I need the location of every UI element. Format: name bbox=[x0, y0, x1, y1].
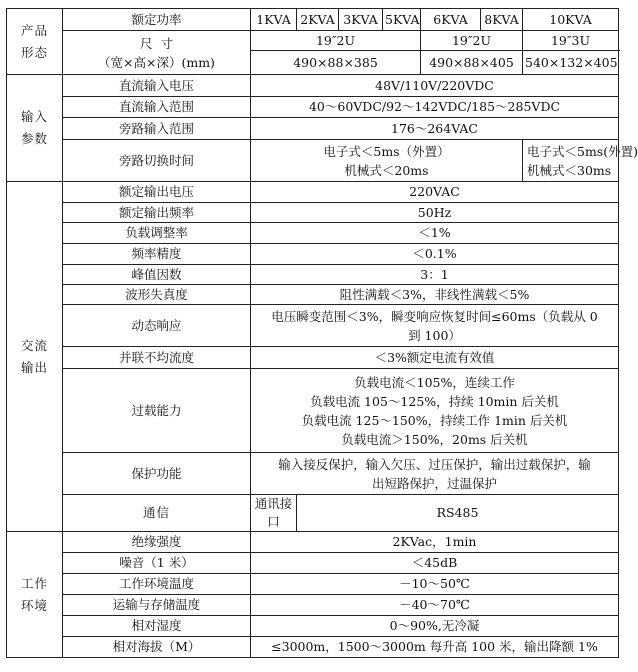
table-row bbox=[7, 616, 619, 637]
env-label: 相对湿度 bbox=[63, 616, 251, 637]
env-value: －10～50℃ bbox=[251, 574, 619, 595]
bypass-range-value: 176～264VAC bbox=[251, 118, 619, 140]
env-label: 运输与存储温度 bbox=[63, 595, 251, 616]
table-row bbox=[7, 595, 619, 616]
table-row bbox=[7, 31, 619, 51]
output-label: 波形失真度 bbox=[63, 285, 251, 305]
parallel-label: 并联不均流度 bbox=[63, 347, 251, 369]
overload-label: 过载能力 bbox=[63, 369, 251, 453]
dynamic-response-label: 动态响应 bbox=[63, 305, 251, 347]
output-value: 阻性满载＜3%，非线性满载＜5% bbox=[251, 285, 619, 305]
bypass-range-label: 旁路输入范围 bbox=[63, 118, 251, 140]
model-10kva: 10KVA bbox=[523, 9, 619, 31]
env-value: ＜45dB bbox=[251, 553, 619, 574]
category-input: 输入 参数 bbox=[7, 75, 63, 182]
category-ac-output: 交流 输出 bbox=[7, 182, 63, 532]
env-label: 工作环境温度 bbox=[63, 574, 251, 595]
output-value: 3：1 bbox=[251, 265, 619, 285]
protection-label: 保护功能 bbox=[63, 453, 251, 495]
output-label: 负载调整率 bbox=[63, 223, 251, 244]
table-row bbox=[7, 182, 619, 203]
dimensions-medium: 490×88×405 bbox=[421, 51, 523, 75]
env-value: －40～70℃ bbox=[251, 595, 619, 616]
model-8kva: 8KVA bbox=[481, 9, 523, 31]
table-row bbox=[7, 140, 619, 182]
table-row bbox=[7, 369, 619, 453]
chassis-large: 19″3U bbox=[523, 31, 619, 51]
table-row bbox=[7, 574, 619, 595]
output-value: ＜1% bbox=[251, 223, 619, 244]
interface-label: 通讯接口 bbox=[251, 495, 297, 532]
table-row bbox=[7, 453, 619, 495]
rated-power-label: 额定功率 bbox=[63, 9, 251, 31]
category-communication: 通信 bbox=[63, 495, 251, 532]
overload-value: 负载电流＜105%，连续工作 负载电流 105～125%，持续 10min 后关机 负载电流 125～150%，持续工作 1min 后关机 负载电流＞150%，20ms 后关机 bbox=[251, 369, 619, 453]
env-value: 2KVac，1min bbox=[251, 532, 619, 553]
bypass-switch-label: 旁路切换时间 bbox=[63, 140, 251, 182]
env-label: 绝缘强度 bbox=[63, 532, 251, 553]
table-row bbox=[7, 637, 619, 658]
table-row bbox=[7, 118, 619, 140]
model-5kva: 5KVA bbox=[383, 9, 421, 31]
table-row bbox=[7, 244, 619, 265]
bypass-switch-large: 电子式＜5ms(外置) 机械式＜30ms bbox=[523, 140, 619, 182]
model-6kva: 6KVA bbox=[421, 9, 481, 31]
output-label: 额定输出频率 bbox=[63, 203, 251, 223]
table-row bbox=[7, 75, 619, 97]
table-row bbox=[7, 265, 619, 285]
table-row bbox=[7, 223, 619, 244]
table-row bbox=[7, 553, 619, 574]
dynamic-response-value: 电压瞬变范围＜3%，瞬变响应恢复时间≤60ms（负载从 0 到 100） bbox=[251, 305, 619, 347]
env-value: ≤3000m，1500～3000m 每升高 100 米，输出降额 1% bbox=[251, 637, 619, 658]
model-2kva: 2KVA bbox=[297, 9, 339, 31]
dc-voltage-label: 直流输入电压 bbox=[63, 75, 251, 97]
dc-range-value: 40～60VDC/92～142VDC/185～285VDC bbox=[251, 97, 619, 118]
output-value: 50Hz bbox=[251, 203, 619, 223]
output-label: 峰值因数 bbox=[63, 265, 251, 285]
table-row bbox=[7, 9, 619, 31]
size-label: 尺 寸 （宽×高×深）(mm) bbox=[63, 31, 251, 75]
table-row bbox=[7, 495, 619, 532]
dc-range-label: 直流输入范围 bbox=[63, 97, 251, 118]
output-label: 频率精度 bbox=[63, 244, 251, 265]
category-product-form: 产品 形态 bbox=[7, 9, 63, 75]
dimensions-large: 540×132×405 bbox=[523, 51, 619, 75]
output-label: 额定输出电压 bbox=[63, 182, 251, 203]
spec-table bbox=[6, 8, 638, 658]
model-1kva: 1KVA bbox=[251, 9, 297, 31]
env-value: 0～90%,无冷凝 bbox=[251, 616, 619, 637]
dimensions-small: 490×88×385 bbox=[251, 51, 421, 75]
env-label: 相对海拔（M） bbox=[63, 637, 251, 658]
table-row bbox=[7, 203, 619, 223]
output-value: ＜0.1% bbox=[251, 244, 619, 265]
protection-value: 输入接反保护，输入欠压、过压保护，输出过载保护，输 出短路保护，过温保护 bbox=[251, 453, 619, 495]
table-row bbox=[7, 532, 619, 553]
table-row bbox=[7, 347, 619, 369]
output-value: 220VAC bbox=[251, 182, 619, 203]
table-row bbox=[7, 285, 619, 305]
dc-voltage-value: 48V/110V/220VDC bbox=[251, 75, 619, 97]
parallel-value: ＜3%额定电流有效值 bbox=[251, 347, 619, 369]
chassis-medium: 19″2U bbox=[421, 31, 523, 51]
interface-value: RS485 bbox=[297, 495, 619, 532]
env-label: 噪音（1 米） bbox=[63, 553, 251, 574]
chassis-small: 19″2U bbox=[251, 31, 421, 51]
table-row bbox=[7, 305, 619, 347]
category-environment: 工作 环境 bbox=[7, 532, 63, 658]
bypass-switch-small: 电子式＜5ms（外置） 机械式＜20ms bbox=[251, 140, 523, 182]
model-3kva: 3KVA bbox=[339, 9, 383, 31]
table-row bbox=[7, 97, 619, 118]
